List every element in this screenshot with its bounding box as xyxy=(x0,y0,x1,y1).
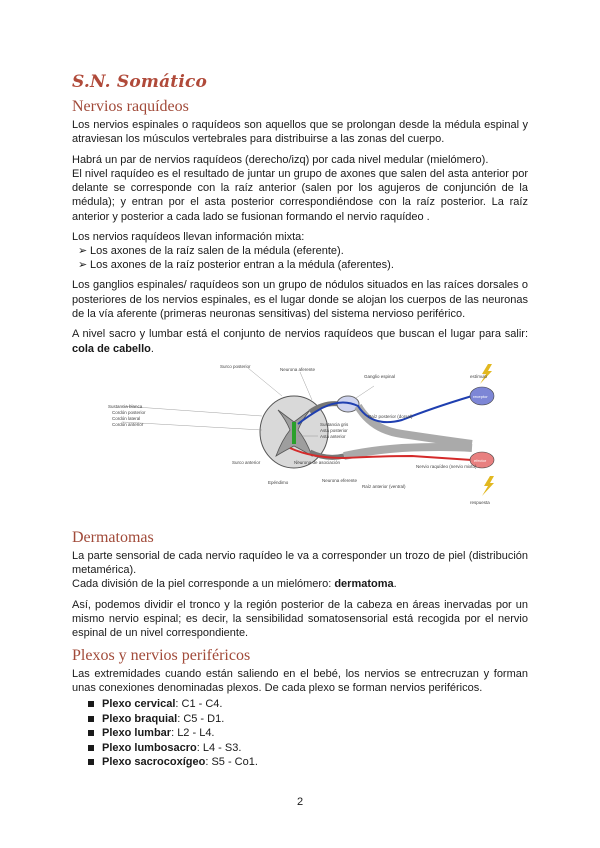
paragraph: La parte sensorial de cada nervio raquídeo le va a corresponder un trozo de piel (distribución metamérica). xyxy=(72,549,528,577)
paragraph xyxy=(72,577,528,591)
document-page xyxy=(72,72,528,770)
label-receptor: receptor xyxy=(473,393,488,399)
label-raiz-anterior: Raíz anterior (ventral) xyxy=(362,483,406,489)
square-bullet-icon xyxy=(88,716,94,722)
paragraph: Así, podemos dividir el tronco y la región posterior de la cabeza en áreas inervadas por un mismo nervio espinal; es decir, la sensibilidad somatosensorial está recogida por el nervio espinal de un nivel correspondiente. xyxy=(72,598,528,640)
label-sustancia-gris: Sustancia gris xyxy=(320,421,349,427)
label-nervio-raquideo: Nervio raquídeo (nervio mixto) xyxy=(416,463,477,469)
arrow-bullet-icon: ➢ xyxy=(78,259,88,272)
heading-nervios-raquideos: Nervios raquídeos xyxy=(72,98,189,115)
page-title: S.N. Somático xyxy=(72,72,208,92)
label-cordon-anterior: Cordón anterior xyxy=(112,421,144,427)
square-bullet-icon xyxy=(88,730,94,736)
label-surco-posterior: Surco posterior xyxy=(220,363,251,369)
square-bullet-icon xyxy=(88,745,94,751)
paragraph xyxy=(72,327,528,356)
paragraph xyxy=(72,153,528,167)
plexus-name: Plexo sacrocoxígeo xyxy=(102,756,206,769)
paragraph-text: A nivel sacro y lumbar está el conjunto de nervios raquídeos que buscan el lugar para salir: xyxy=(72,328,528,341)
response-lightning-icon xyxy=(482,476,494,496)
paragraph-text: Cada división de la piel corresponde a un mielómero: xyxy=(72,578,335,591)
list-item xyxy=(72,244,528,258)
paragraph-line: Habrá un par de nervios raquídeos (derecho/izq) por cada nivel medular (mielómero). xyxy=(72,153,489,166)
paragraph: Las extremidades cuando están saliendo en el bebé, los nervios se entrecruzan y forman unas conexiones denominadas plexos. De cada plexo se forman nervios periféricos. xyxy=(72,667,528,694)
plexus-range: : S5 - Co1. xyxy=(205,756,258,769)
page-number: 2 xyxy=(296,796,304,808)
label-sustancia-blanca: Sustancia blanca xyxy=(108,403,143,409)
list-item-text: Los axones de la raíz salen de la médula (eferente). xyxy=(90,245,344,258)
list-item xyxy=(72,755,528,770)
list-item-text: Los axones de la raíz posterior entran a la médula (aferentes). xyxy=(90,259,394,272)
list-item xyxy=(72,741,528,756)
label-ganglio-espinal: Ganglio espinal xyxy=(364,373,396,379)
bold-term: cola de cabello xyxy=(72,342,151,355)
list-item xyxy=(72,258,528,272)
arrow-bullet-icon: ➢ xyxy=(78,245,88,258)
square-bullet-icon xyxy=(88,759,94,765)
square-bullet-icon xyxy=(88,701,94,707)
plexus-name: Plexo cervical xyxy=(102,698,176,711)
label-surco-anterior: Surco anterior xyxy=(232,459,261,465)
label-asta-anterior: Asta anterior xyxy=(320,433,346,439)
label-neurona-asociacion: Neurona de asociación xyxy=(294,459,341,465)
heading-dermatomas: Dermatomas xyxy=(72,528,154,546)
list-item xyxy=(72,697,528,712)
paragraph: Los nervios espinales o raquídeos son aquellos que se prolongan desde la médula espinal y atraviesan los músculos vertebrales para distribuirse a las zonas del cuerpo. xyxy=(72,119,528,146)
paragraph: Los ganglios espinales/ raquídeos son un grupo de nódulos situados en las raíces dorsales o posteriores de los nervios espinales, es el lugar donde se alojan los cuerpos de las neuronas de la vía aferente (primeras neuronas sensitivas) del sistema nervioso periférico. xyxy=(72,279,528,320)
paragraph-end: . xyxy=(150,342,154,355)
label-asta-posterior: Asta posterior xyxy=(320,427,348,433)
list-item xyxy=(72,712,528,727)
plexus-range: : L4 - S3. xyxy=(196,741,242,754)
label-epindimo: Epéndimo xyxy=(268,479,289,485)
list-item xyxy=(72,726,528,741)
label-cordon-posterior: Cordón posterior xyxy=(112,409,146,415)
paragraph: El nivel raquídeo es el resultado de juntar un grupo de axones que salen del asta anterior por delante se corresponde con la raíz anterior (salen por los agujeros de conjunción de la médula); y entran por el asta posterior correspondiéndose con la raíz posterior. La raíz anterior y posterior a cada lado se fusionan formando el nervio raquídeo . xyxy=(72,167,528,223)
paragraph-end: . xyxy=(393,578,397,591)
bullet-list xyxy=(72,244,528,272)
plexus-name: Plexo braquial xyxy=(102,712,178,725)
label-raiz-posterior: Raíz posterior (dorsal) xyxy=(368,413,413,419)
label-cordon-lateral: Cordón lateral xyxy=(112,415,141,421)
mixed-spinal-nerve xyxy=(344,447,472,456)
mixed-spinal-nerve xyxy=(358,406,472,444)
label-neurona-aferente: Neurona aferente xyxy=(280,366,316,372)
label-estimulo: estímulo xyxy=(470,373,488,379)
plexus-name: Plexo lumbosacro xyxy=(102,741,197,754)
label-neurona-eferente: Neurona eferente xyxy=(322,477,358,483)
paragraph: Los nervios raquídeos llevan información mixta: xyxy=(72,231,305,244)
heading-plexos: Plexos y nervios periféricos xyxy=(72,646,251,664)
label-efector: efector xyxy=(474,457,487,463)
spinal-cord-diagram xyxy=(72,360,528,510)
bold-term: dermatoma xyxy=(334,578,394,591)
label-respuesta: respuesta xyxy=(470,499,490,505)
plexus-name: Plexo lumbar xyxy=(102,727,172,740)
plexus-range: : C5 - D1. xyxy=(177,712,225,725)
plexus-range: : C1 - C4. xyxy=(175,698,223,711)
plexus-list xyxy=(72,697,528,770)
plexus-range: : L2 - L4. xyxy=(171,727,215,740)
